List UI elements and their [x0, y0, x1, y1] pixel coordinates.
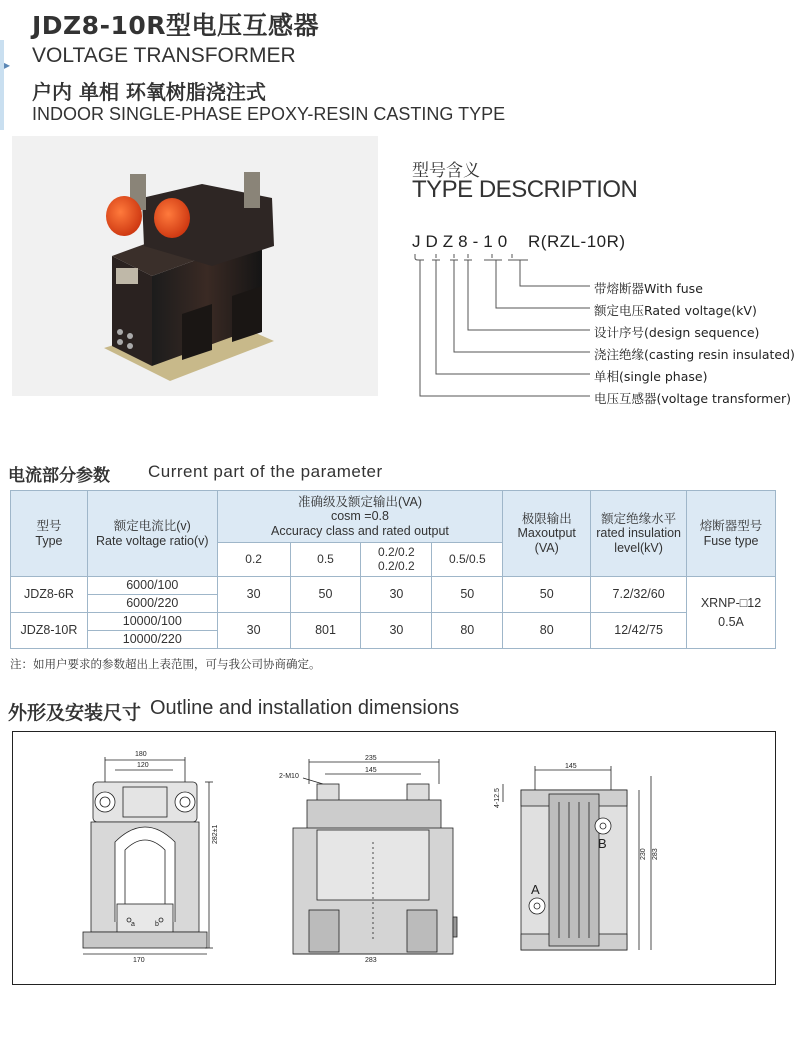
table-row: 6000/220	[11, 595, 776, 613]
terminal-label-a: A	[531, 882, 540, 897]
parameter-table	[10, 490, 776, 649]
fuse-type-cell: XRNP-□12 0.5A	[687, 577, 776, 649]
table-row: JDZ8-6R 6000/100 30 50 30 50 50 7.2/32/60 XRNP-□12 0.5A	[11, 577, 776, 595]
current-section-title-en: Current part of the parameter	[148, 462, 383, 481]
page-subtitle-en: INDOOR SINGLE-PHASE EPOXY-RESIN CASTING TYPE	[32, 104, 506, 124]
header-ratio: 额定电流比(v) Rate voltage ratio(v)	[87, 491, 217, 577]
outline-section-title-cn: 外形及安装尺寸	[8, 702, 142, 724]
header-fuse: 熔断器型号 Fuse type	[687, 491, 776, 577]
subheader-0-2: 0.2	[217, 543, 290, 577]
dim-top-slot: 4-12.5	[494, 788, 501, 808]
header-type: 型号 Type	[11, 491, 88, 577]
header-accent-bar	[0, 40, 4, 130]
outline-drawing-frame	[12, 731, 776, 985]
header-max-output: 极限输出 Maxoutput (VA)	[503, 491, 591, 577]
type-code-tail: R(RZL-10R)	[528, 232, 626, 251]
product-photo	[12, 136, 378, 396]
dim-top-width: 145	[565, 763, 577, 770]
legend-with-fuse: 带熔断器With fuse	[594, 281, 703, 296]
subheader-0-5: 0.5	[290, 543, 361, 577]
dim-side-bottom: 283	[365, 957, 377, 964]
outline-section-title-en: Outline and installation dimensions	[150, 697, 460, 719]
side-view-drawing	[293, 759, 457, 954]
legend-voltage-transformer: 电压互感器(voltage transformer)	[594, 391, 792, 406]
dim-side-top: 235	[365, 755, 377, 762]
header-insulation: 额定绝缘水平 rated insulation level(kV)	[591, 491, 687, 577]
top-view-drawing	[503, 766, 651, 950]
terminal-b: b	[155, 921, 159, 928]
dim-front-bottom: 170	[133, 957, 145, 964]
table-note: 注：如用户要求的参数超出上表范围，可与我公司协商确定。	[10, 657, 321, 671]
chevron-right-icon: ▸	[4, 58, 11, 72]
dim-front-height: 282±1	[212, 824, 219, 844]
table-row: JDZ8-10R 10000/100 30 801 30 80 80 12/42/75	[11, 613, 776, 631]
current-section-title-cn: 电流部分参数	[8, 466, 110, 486]
legend-single-phase: 单相(single phase)	[594, 369, 708, 384]
type-code-connector-lines	[410, 248, 600, 408]
transformer-illustration	[12, 136, 378, 396]
subheader-0-2-0-2: 0.2/0.2 0.2/0.2	[361, 543, 432, 577]
dim-side-inner: 145	[365, 767, 377, 774]
legend-casting-resin: 浇注绝缘(casting resin insulated)	[594, 347, 795, 362]
terminal-a: a	[131, 921, 135, 928]
dim-front-top: 180	[135, 751, 147, 758]
front-view-drawing	[83, 757, 213, 954]
type-description-heading-en: TYPE DESCRIPTION	[412, 176, 638, 203]
page-title-cn: JDZ8-10R型电压互感器	[32, 11, 319, 40]
dim-top-h2: 283	[652, 848, 659, 860]
legend-rated-voltage: 额定电压Rated voltage(kV)	[594, 303, 757, 318]
type-code-main: JDZ8-10	[412, 232, 513, 251]
type-description-heading-cn: 型号含义	[412, 161, 480, 181]
legend-design-sequence: 设计序号(design sequence)	[594, 325, 760, 340]
outline-drawings	[13, 732, 775, 984]
page-title-en: VOLTAGE TRANSFORMER	[32, 44, 296, 67]
page-subtitle-cn: 户内 单相 环氧树脂浇注式	[32, 80, 266, 104]
dim-top-h1: 230	[640, 848, 647, 860]
header-accuracy: 准确级及额定输出(VA) cosm =0.8 Accuracy class and rated output	[217, 491, 503, 543]
table-header-row	[11, 491, 776, 543]
terminal-label-b: B	[598, 836, 607, 851]
table-row: 10000/220	[11, 631, 776, 649]
dim-side-bolt: 2-M10	[279, 773, 299, 780]
subheader-0-5-0-5: 0.5/0.5	[432, 543, 503, 577]
dim-front-inner: 120	[137, 762, 149, 769]
